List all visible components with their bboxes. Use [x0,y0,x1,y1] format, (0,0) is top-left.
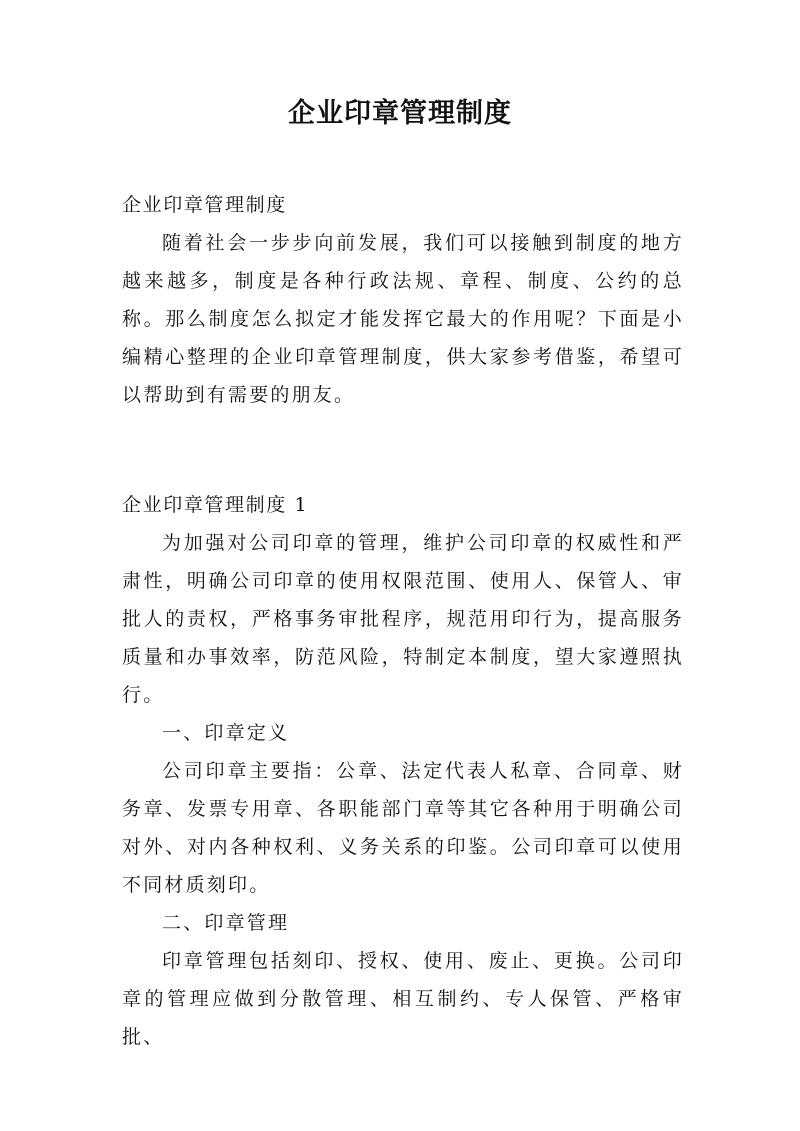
section-1 [122,486,684,1056]
intro-section [122,186,684,414]
seal-management-heading: 二、印章管理 [162,912,290,934]
seal-management-paragraph: 印章管理包括刻印、授权、使用、废止、更换。公司印章的管理应做到分散管理、相互制约、专人保管、严格审批、 [122,950,684,1048]
intro-heading: 企业印章管理制度 [122,194,287,216]
section-1-heading: 企业印章管理制度 1 [122,494,309,516]
seal-definition-paragraph: 公司印章主要指：公章、法定代表人私章、合同章、财务章、发票专用章、各职能部门章等其它各种用于明确公司对外、对内各种权利、义务关系的印鉴。公司印章可以使用不同材质刻印。 [122,760,684,896]
section-1-paragraph: 为加强对公司印章的管理，维护公司印章的权威性和严肃性，明确公司印章的使用权限范围、使用人、保管人、审批人的责权，严格事务审批程序，规范用印行为，提高服务质量和办事效率，防范风险，特制定本制度，望大家遵照执行。 [122,532,684,706]
seal-definition-heading: 一、印章定义 [162,722,290,744]
document-title: 企业印章管理制度 [288,98,512,129]
intro-paragraph: 随着社会一步步向前发展，我们可以接触到制度的地方越来越多，制度是各种行政法规、章程、制度、公约的总称。那么制度怎么拟定才能发挥它最大的作用呢？下面是小编精心整理的企业印章管理制度，供大家参考借鉴，希望可以帮助到有需要的朋友。 [122,232,684,406]
